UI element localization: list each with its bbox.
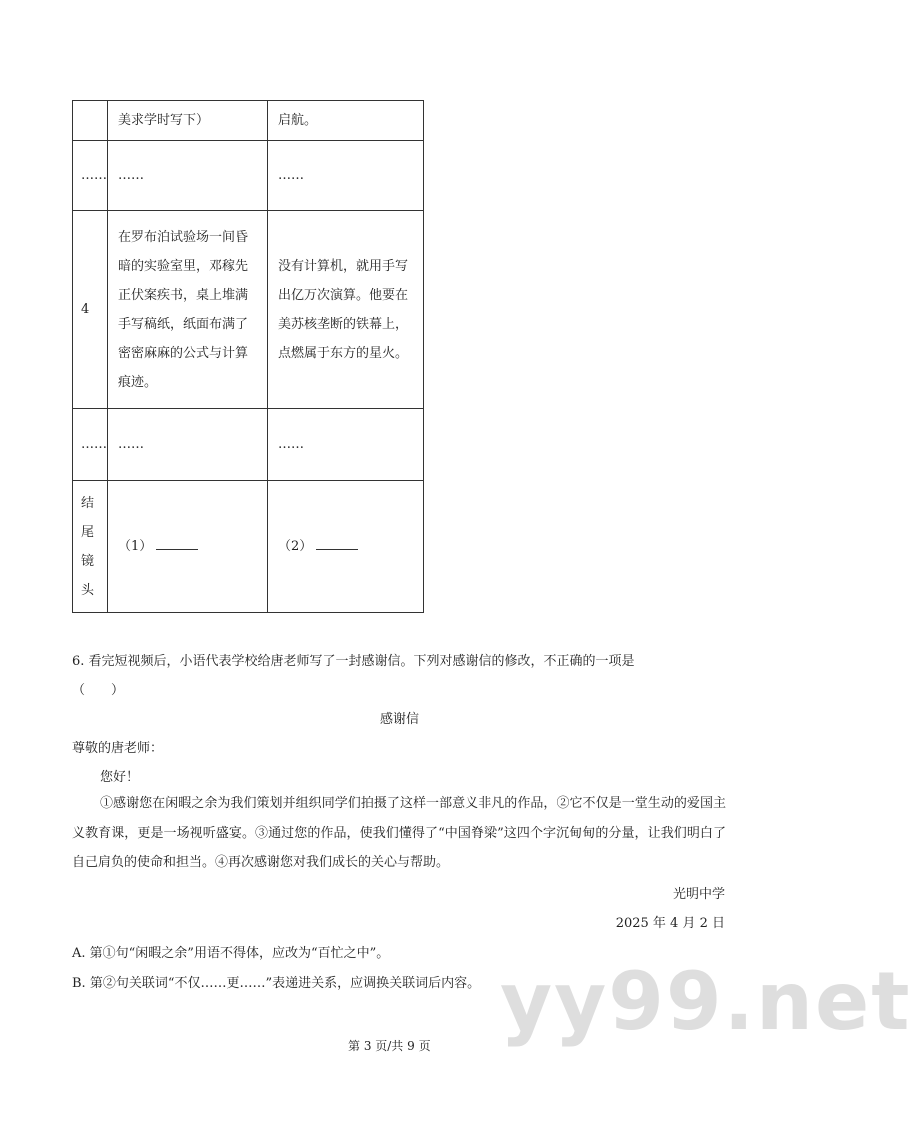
letter-title: 感谢信: [380, 712, 420, 727]
question-text: 6. 看完短视频后，小语代表学校给唐老师写了一封感谢信。下列对感谢信的修改，不正确的一项是: [72, 654, 635, 669]
cell-blank-1: [108, 481, 268, 613]
table-row: [73, 211, 424, 409]
answer-blank[interactable]: [316, 537, 358, 550]
answer-blank[interactable]: [156, 537, 198, 550]
letter-greeting: 您好！: [100, 770, 140, 785]
blank-label: （1）: [118, 539, 153, 554]
watermark: yy99.net: [500, 955, 911, 1048]
cell-narration: ……: [268, 141, 424, 211]
letter-salutation: 尊敬的唐老师：: [72, 741, 164, 756]
letter-date: 2025 年 4 月 2 日: [615, 916, 725, 931]
cell-scene: 在罗布泊试验场一间昏暗的实验室里，邓稼先正伏案疾书，桌上堆满手写稿纸，纸面布满了密密麻麻的公式与计算痕迹。: [108, 211, 268, 409]
cell-narration: 没有计算机，就用手写出亿万次演算。他要在美苏核垄断的铁幕上，点燃属于东方的星火。: [268, 211, 424, 409]
table-row: [73, 141, 424, 211]
letter-signature: 光明中学: [672, 887, 725, 902]
table-row: [73, 409, 424, 481]
cell-narration: ……: [268, 409, 424, 481]
cell-num: ……: [73, 141, 108, 211]
table-row: [73, 101, 424, 141]
option-a: A. 第①句“闲暇之余”用语不得体，应改为“百忙之中”。: [72, 946, 390, 961]
table-row: [73, 481, 424, 613]
cell-blank-2: [268, 481, 424, 613]
cell-narration: 启航。: [268, 101, 424, 141]
page-footer: 第 3 页/共 9 页: [348, 1039, 431, 1053]
cell-num: ……: [73, 409, 108, 481]
storyboard-table: [72, 100, 424, 613]
cell-num: 4: [73, 211, 108, 409]
cell-scene: 美求学时写下）: [108, 101, 268, 141]
cell-num: 结尾镜头: [73, 481, 108, 613]
cell-scene: ……: [108, 141, 268, 211]
blank-label: （2）: [278, 539, 313, 554]
option-b: B. 第②句关联词“不仅……更……”表递进关系，应调换关联词后内容。: [72, 976, 481, 991]
cell-scene: ……: [108, 409, 268, 481]
letter-body: ①感谢您在闲暇之余为我们策划并组织同学们拍摄了这样一部意义非凡的作品，②它不仅是一堂生动的爱国主义教育课，更是一场视听盛宴。③通过您的作品，使我们懂得了“中国脊梁”这四个字沉甸甸的分量，让我们明白了自己肩负的使命和担当。④再次感谢您对我们成长的关心与帮助。: [72, 796, 726, 870]
cell-num: [73, 101, 108, 141]
answer-paren: （ ）: [72, 683, 125, 698]
